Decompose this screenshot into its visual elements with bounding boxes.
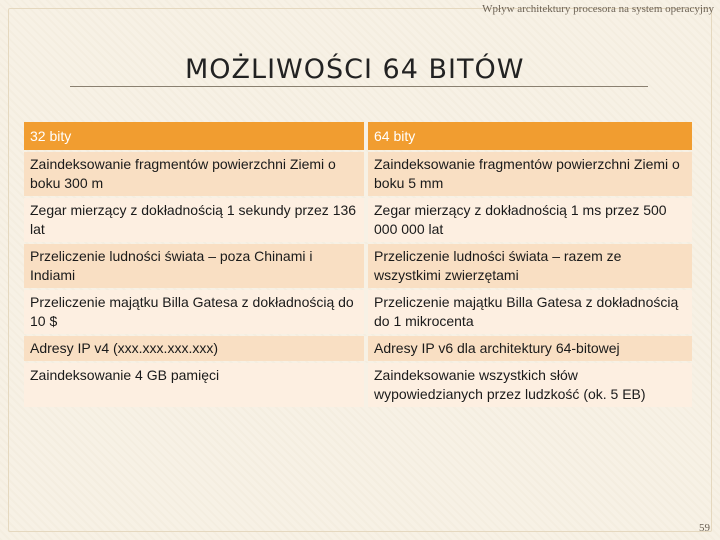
table-cell: Zaindeksowanie fragmentów powierzchni Ziemi o boku 300 m bbox=[24, 152, 364, 196]
title-underline bbox=[70, 86, 648, 87]
table-row bbox=[24, 152, 692, 196]
table-cell: Przeliczenie majątku Billa Gatesa z dokładnością do 10 $ bbox=[24, 290, 364, 334]
table-header-row bbox=[24, 122, 692, 150]
table-cell: Przeliczenie ludności świata – razem ze wszystkimi zwierzętami bbox=[364, 244, 692, 288]
column-header-64bit: 64 bity bbox=[364, 122, 692, 150]
table-cell: Przeliczenie ludności świata – poza Chinami i Indiami bbox=[24, 244, 364, 288]
table-cell: Zegar mierzący z dokładnością 1 ms przez 500 000 000 lat bbox=[364, 198, 692, 242]
column-header-32bit: 32 bity bbox=[24, 122, 364, 150]
slide-title: MOŻLIWOŚCI 64 BITÓW bbox=[185, 54, 525, 85]
table-cell: Zegar mierzący z dokładnością 1 sekundy przez 136 lat bbox=[24, 198, 364, 242]
table-cell: Zaindeksowanie fragmentów powierzchni Ziemi o boku 5 mm bbox=[364, 152, 692, 196]
table-row bbox=[24, 290, 692, 334]
table-cell: Zaindeksowanie wszystkich słów wypowiedzianych przez ludzkość (ok. 5 EB) bbox=[364, 363, 692, 407]
running-header: Wpływ architektury procesora na system operacyjny bbox=[482, 3, 714, 15]
table-row bbox=[24, 198, 692, 242]
table-cell: Adresy IP v6 dla architektury 64-bitowej bbox=[364, 336, 692, 361]
table-row bbox=[24, 336, 692, 361]
table-row bbox=[24, 363, 692, 407]
table-row bbox=[24, 244, 692, 288]
table-cell: Zaindeksowanie 4 GB pamięci bbox=[24, 363, 364, 407]
table-cell: Przeliczenie majątku Billa Gatesa z dokładnością do 1 mikrocenta bbox=[364, 290, 692, 334]
table-cell: Adresy IP v4 (xxx.xxx.xxx.xxx) bbox=[24, 336, 364, 361]
page-number: 59 bbox=[699, 522, 710, 534]
comparison-table bbox=[24, 120, 692, 409]
